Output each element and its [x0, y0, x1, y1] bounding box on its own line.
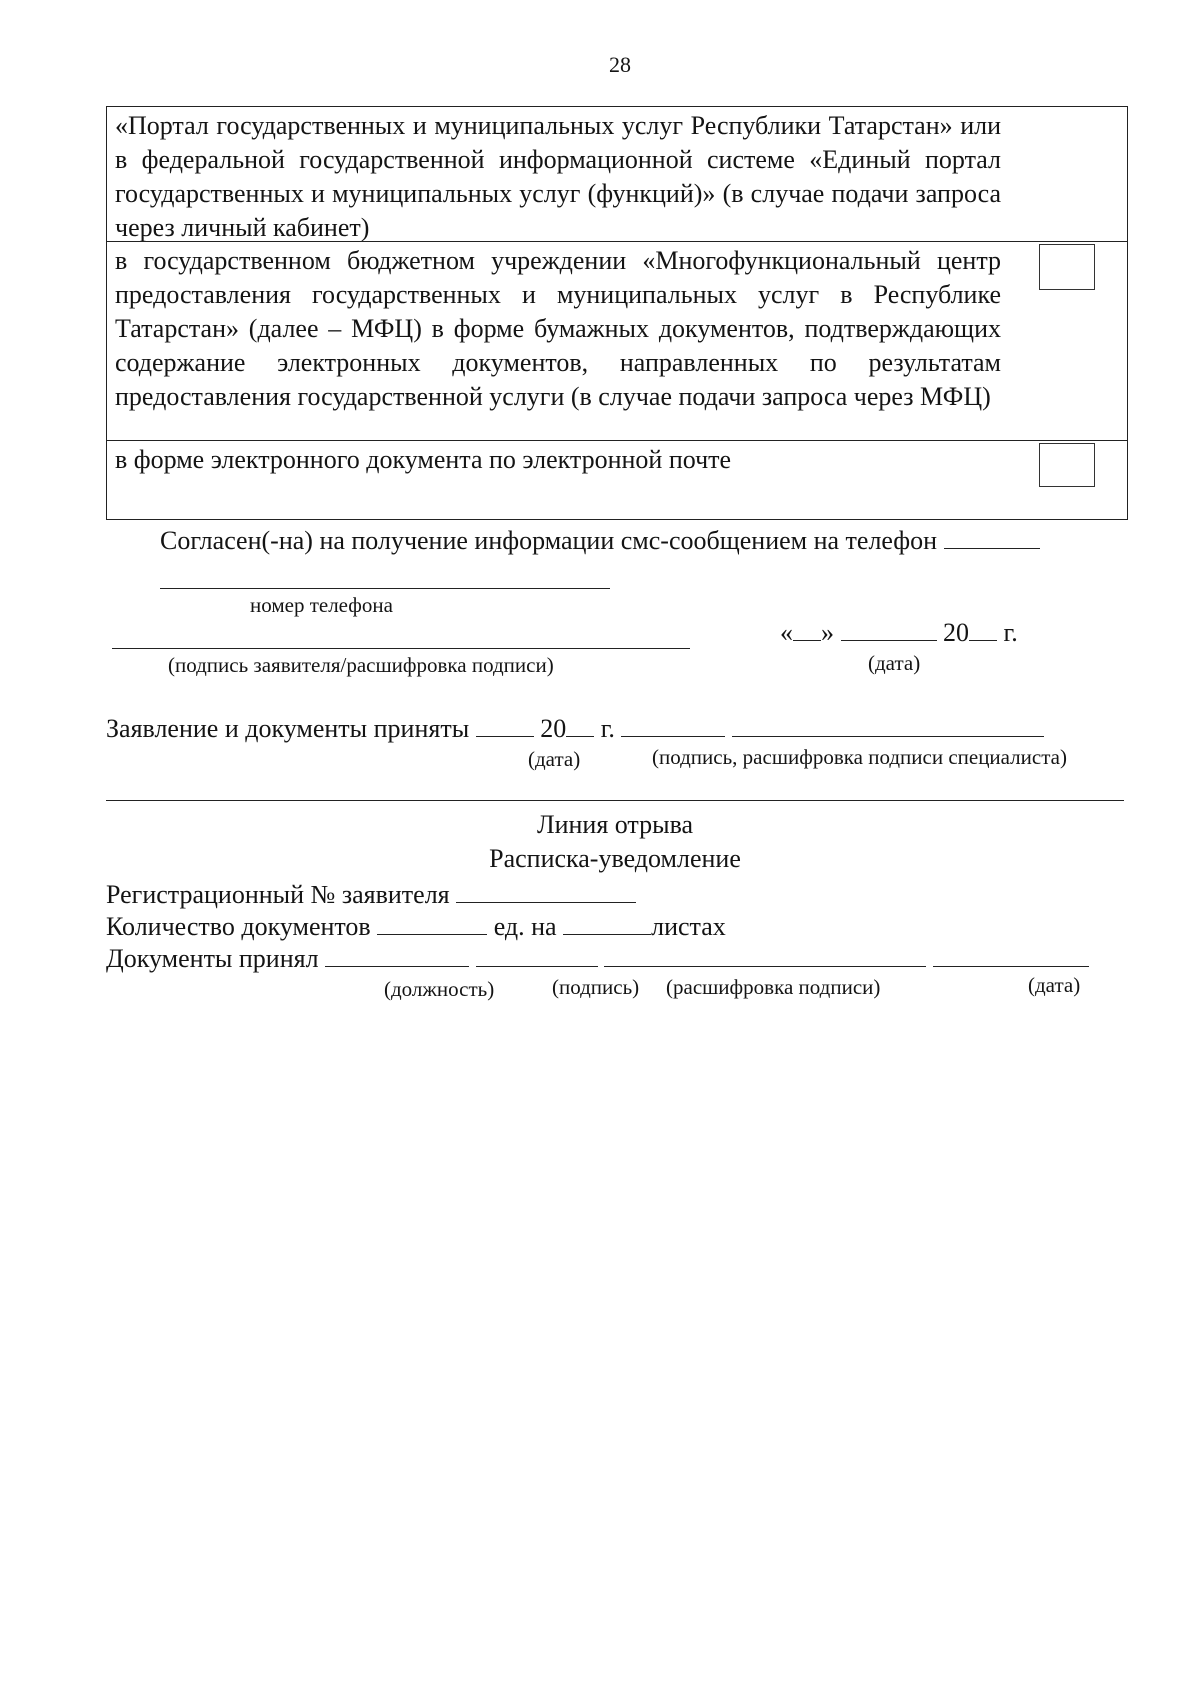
tear-off-line [106, 800, 1124, 801]
accepted-year-prefix: 20 [540, 714, 567, 743]
sheets-label: листах [651, 912, 726, 941]
receipt-title: Расписка-уведомление [489, 844, 741, 873]
signature-caption: (подпись) [552, 975, 640, 999]
reg-number-line [106, 876, 636, 912]
doc-count-blank[interactable] [377, 908, 487, 935]
accepted-year-suffix: г. [600, 714, 615, 743]
signature-blank[interactable] [476, 940, 598, 967]
date-open-quote: « [780, 618, 793, 647]
units-label: ед. на [493, 912, 557, 941]
year-suffix: г. [1003, 618, 1018, 647]
year-blank[interactable] [969, 614, 997, 641]
delivery-option-portal [107, 107, 1127, 241]
tear-line-label: Линия отрыва [536, 810, 694, 839]
delivery-option-text: в форме электронного документа по электронной почте [115, 445, 732, 474]
reg-number-label: Регистрационный № заявителя [106, 880, 450, 909]
delivery-option-mfc [107, 241, 1127, 440]
accepted-decryption-blank[interactable] [732, 710, 1044, 737]
accepted-text: Заявление и документы приняты [106, 714, 470, 743]
accepted-signature-blank[interactable] [621, 710, 725, 737]
accepted-date-caption: (дата) [528, 747, 581, 771]
accepted-day-blank[interactable] [476, 710, 534, 737]
doc-count-line [106, 908, 726, 944]
accepted-line [106, 710, 1044, 746]
day-blank[interactable] [793, 614, 821, 641]
phone-number-line[interactable] [160, 588, 610, 589]
month-blank[interactable] [841, 614, 937, 641]
date-caption: (дата) [1028, 973, 1081, 997]
sms-consent-line [160, 522, 1040, 558]
delivery-options-table [106, 106, 1128, 520]
date-blank[interactable] [933, 940, 1089, 967]
sms-consent-text: Согласен(-на) на получение информации смс-сообщением на телефон [160, 526, 938, 555]
reg-number-blank[interactable] [456, 876, 636, 903]
applicant-date-line [780, 614, 1018, 650]
decryption-blank[interactable] [604, 940, 926, 967]
accepted-by-line [106, 940, 1089, 976]
date-close-quote: » [821, 618, 834, 647]
doc-count-label: Количество документов [106, 912, 371, 941]
checkbox-mfc[interactable] [1039, 244, 1095, 290]
phone-number-caption: номер телефона [250, 593, 393, 617]
page-number: 28 [609, 52, 631, 77]
delivery-option-email [107, 440, 1127, 519]
sheets-count-blank[interactable] [563, 908, 651, 935]
year-prefix: 20 [943, 618, 969, 647]
position-blank[interactable] [325, 940, 469, 967]
applicant-signature-line[interactable] [112, 648, 690, 649]
position-caption: (должность) [384, 977, 495, 1001]
checkbox-email[interactable] [1039, 443, 1095, 487]
applicant-signature-caption: (подпись заявителя/расшифровка подписи) [168, 653, 554, 677]
applicant-date-caption: (дата) [868, 651, 921, 675]
accepted-by-label: Документы принял [106, 944, 319, 973]
delivery-option-text: в государственном бюджетном учреждении «Многофункциональный центр предоставления государственных и муниципальных услуг в Республике Татарстан» (далее – МФЦ) в форме бумажных документов, подтверждающих содержание электронных документов, направленных по результатам предоставления государственной услуги (в случае подачи запроса через МФЦ) [115, 246, 1001, 411]
accepted-year-blank[interactable] [566, 710, 594, 737]
decryption-caption: (расшифровка подписи) [666, 975, 881, 999]
delivery-option-text: «Портал государственных и муниципальных услуг Республики Татарстан» или в федеральной государственной информационной системе «Единый портал государственных и муниципальных услуг (функций)» (в случае подачи запроса через личный кабинет) [115, 111, 1001, 242]
accepted-signature-caption: (подпись, расшифровка подписи специалиста) [652, 745, 1067, 769]
phone-blank[interactable] [944, 522, 1040, 549]
